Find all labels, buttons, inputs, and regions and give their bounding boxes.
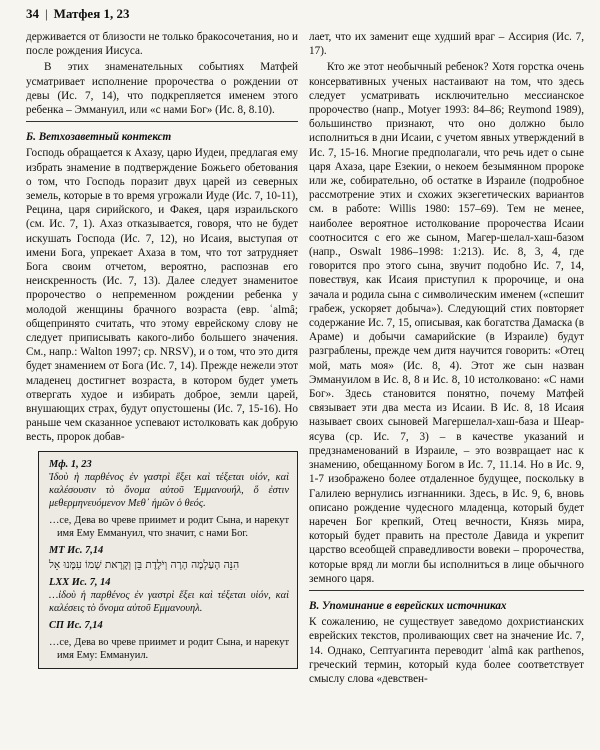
section-heading: В. Упоминание в еврейских источниках — [309, 599, 507, 612]
paragraph: В этих знаменательных событиях Матфей усматривает исполнение пророчества о рождении от девы (Ис. 7, 14), что подкрепляется именем этого ребенка – Эммануил, или «с нами Бог» (Ис. 8, 8.10). — [26, 61, 298, 117]
section-divider — [309, 590, 584, 591]
box-label: МТ Ис. 7,14 — [49, 544, 104, 556]
paragraph: Кто же этот необычный ребенок? Хотя горстка очень консервативных ученых настаивают на том, что здесь следует усматривать исключительно мессианское пророчество (напр., Motyer 1993: 84–86; Reymond 1989), большинство признают, что оно должно было исполниться в дни Исаии, с учетом явных утверждений в Ис. 7, 15-16. Многие предполагали, что речь идет о сыне царя Ахаза, царе Езекии, о некоем безымянном пророке или же, собирательно, об остатке в Израиле (подробное рассмотрение этих и схожих экзегетических вариантов см. в работе: Willis 1980: 157–69). Тем не менее, наиболее вероятное истолкование пророчества Исаии соотносится с его же сыном, Магер-шелал-хаш-базом (напр., Oswalt 1986–1998: 1:213). Ис. 8, 3, 4, где говорится про этого сына, звучит подобно Ис. 7, 14, повествуя, как Исаия приступил к пророчице, и она зачала и родила сына с символическим именем («спешит грабеж, ускоряет добыча»). Следующий стих повторяет содержание Ис. 7, 15, описывая, как богатства Дамаска (в Араме) и добычи самарийские (в Израиле) будут разграблены, прежде чем дитя научится говорить: «Отец мой, мать моя» (Ис. 8, 4). Этот же сын назван Эммануилом в Ис. 8, 8 и Ис. 8, 10 истолковано: «С нами Бог». Здесь становится понятно, почему Матфей связывает эти два места из Исаии. В Ис. 8, 18 Исаия называет своих сыновей Магершелал-хаш-база и Шеар-ясува (ср. Ис. 7, 3) – в качестве указаний и предзнаменований в Израиле, – это возвращает нас к знамению, обещанному Богом в Ис. 7, 11.14. Но в Ис. 9, 1-7 изображено более отдаленное будущее, поскольку в Галилею вернулись изгнанники. Здесь, в Ис. 9, 6, вновь описано рождение чудесного младенца, который будет наречен Бог крепкий, Отец вечности, Князь мира, который будет править на престоле Давида и укрепит царство всеобщей справедливости вовеки – пророчества, которые вряд ли могли бы исполниться в лице обычного земного царя. — [309, 61, 584, 585]
quotation-box — [38, 451, 298, 669]
box-label: СП Ис. 7,14 — [49, 619, 103, 631]
section-heading: Б. Ветхозаветный контекст — [26, 131, 172, 144]
right-column — [309, 30, 584, 686]
paragraph: держивается от близости не только бракосочетания, но и после рождения Иисуса. — [26, 31, 298, 58]
running-title: Матфея 1, 23 — [53, 6, 130, 21]
page-number: 34 — [26, 6, 39, 21]
paragraph: К сожалению, не существует заведомо дохристианских еврейских текстов, проливающих свет на значение Ис. 7, 14. Однако, Септуагинта переводит ʿalmâ как parthenos, греческий термин, который куда более соответствует смыслу слова «девствен- — [309, 616, 584, 685]
left-column — [26, 30, 298, 669]
russian-text: …се, Дева во чреве приимет и родит Сына, и нарекут имя Ему: Еммануил. — [49, 636, 289, 661]
box-label: LXX Ис. 7, 14 — [49, 576, 111, 588]
russian-text: …се, Дева во чреве приимет и родит Сына, и нарекут имя Ему Еммануил, что значит, с нами Бог. — [49, 514, 289, 539]
box-label: Мф. 1, 23 — [49, 458, 92, 470]
paragraph: Господь обращается к Ахазу, царю Иудеи, предлагая ему избрать знамение в подтверждение Божьего обетования о том, что Господь поразит двух царей из северных земель, которые в то время угрожали Иуде (Ис. 7, 10-11), Рецина, царя сирийского, и Факея, царя израильского (см. Ис. 7, 1). Ахаз отказывается, говоря, что не будет искушать Господа (Ис. 7, 12), но Исаия, выступая от имени Бога, упрекает Ахаза в том, что тот затрудняет Бога своим отчетом, вероятно, распознав его неискренность (Ис. 7, 13). Далее следует знаменитое пророчество о непременном рождении ребенка у молодой женщины брачного возраста (евр. ʿalmâ; общепринято считать, что этому еврейскому слову не следует приписывать какого-либо большего значения. См., напр.: Walton 1997; ср. NRSV), и о том, что это дитя будет знамением от Бога (Ис. 7, 14). Прежде нежели этот младенец достигнет возраста, в котором будет уметь отвергать худое и избирать доброе, земли царей, внушающих страх, будут опустошены (Ис. 7, 15-16). Но раньше чем сказанное успевают истолковать как добрую весть, пророк добав- — [26, 147, 298, 444]
paragraph: лает, что их заменит еще худший враг – Ассирия (Ис. 7, 17). — [309, 31, 584, 58]
header-separator: | — [45, 6, 48, 21]
greek-text: …ἰδοὺ ἡ παρθένος ἐν γαστρὶ ἕξει καὶ τέξεται υἱόν, καὶ καλέσεις τὸ ὄνομα αὐτοῦ Εμμανουηλ. — [49, 589, 289, 614]
greek-text: Ἰδοὺ ἡ παρθένος ἐν γαστρὶ ἕξει καὶ τέξεται υἱόν, καὶ καλέσουσιν τὸ ὄνομα αὐτοῦ Ἐμμανουήλ, ὅ ἐστιν μεθερμηνευόμενον Μεθ᾽ ἡμῶν ὁ θεός. — [49, 471, 289, 509]
hebrew-text: הִנֵּה הָעַלְמָה הָרָה וְיֹלֶדֶת בֵּן וְקָרָאת שְׁמוֹ עִמָּנוּ אֵל — [49, 558, 240, 571]
running-header — [26, 6, 129, 22]
section-divider — [26, 121, 298, 122]
